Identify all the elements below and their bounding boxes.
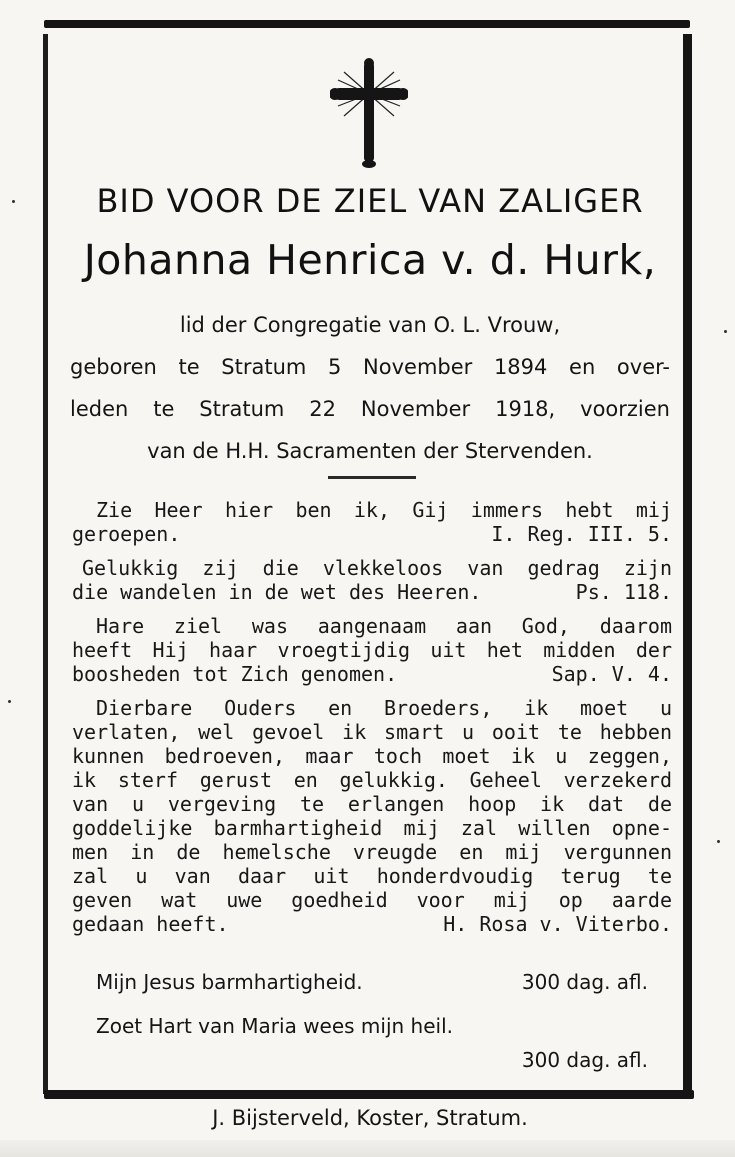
verse-paragraph (72, 614, 672, 686)
printer-footer: J. Bijsterveld, Koster, Stratum. (212, 1106, 528, 1130)
verse-line: men in de hemelsche vreugde en mij vergunnen (72, 840, 672, 864)
frame-top-rule (44, 20, 690, 28)
verse-line: Zie Heer hier ben ik, Gij immers hebt mij (96, 498, 672, 522)
verse-line: Dierbare Ouders en Broeders, ik moet u (96, 696, 672, 720)
verse-reference: Ps. 118. (575, 580, 672, 604)
verse-reference: I. Reg. III. 5. (491, 522, 672, 546)
prayer-2 (96, 1014, 648, 1072)
verse-line: kunnen bedroeven, maar toch moet ik u zeggen, (72, 744, 672, 768)
verse-reference: Sap. V. 4. (551, 662, 672, 686)
intro-line: lid der Congregatie van O. L. Vrouw, (179, 313, 561, 337)
section-divider (328, 476, 416, 479)
frame-left-rule (43, 34, 48, 1094)
cross-icon (330, 58, 408, 170)
prayer-row (96, 970, 648, 994)
verse-line: heeft Hij haar vroegtijdig uit het midden der (72, 638, 672, 662)
prayer-1 (96, 970, 648, 994)
verses-section (72, 498, 672, 944)
verse-line: goddelijke barmhartigheid mij zal willen opne- (72, 816, 672, 840)
intro-line: geboren te Stratum 5 November 1894 en over- (70, 355, 670, 379)
verse-text: boosheden tot Zich genomen. (72, 662, 398, 686)
prayer-text: Zoet Hart van Maria wees mijn heil. (96, 1014, 454, 1038)
verse-line: verlaten, wel gevoel ik smart u ooit te hebben (72, 720, 672, 744)
intro-text (70, 304, 670, 472)
card-title: BID VOOR DE ZIEL VAN ZALIGER (96, 182, 644, 220)
verse-line: Gelukkig zij die vlekkeloos van gedrag zijn (82, 556, 672, 580)
intro-line: leden te Stratum 22 November 1918, voorzien (70, 397, 670, 421)
verse-line (72, 580, 672, 604)
verse-line: geven wat uwe goedheid voor mij op aarde (72, 888, 672, 912)
verse-line (72, 662, 672, 686)
verse-text: gedaan heeft. (72, 912, 229, 936)
verse-line: ik sterf gerust en gelukkig. Geheel verzekerd (72, 768, 672, 792)
verse-text: geroepen. (72, 522, 181, 546)
deceased-name: Johanna Henrica v. d. Hurk, (83, 236, 657, 284)
paper-speck (724, 330, 727, 333)
verse-line: zal u van daar uit honderdvoudig terug te (72, 864, 672, 888)
prayer-indulgence: 300 dag. afl. (521, 970, 648, 994)
verse-line (72, 522, 672, 546)
verse-line: Hare ziel was aangenaam aan God, daarom (96, 614, 672, 638)
paper-edge (0, 1140, 735, 1157)
verse-paragraph (72, 696, 672, 936)
prayer-indulgence: 300 dag. afl. (521, 1048, 648, 1072)
verse-line (72, 912, 672, 936)
paper-speck (717, 840, 720, 843)
verse-paragraph (72, 556, 672, 604)
verse-paragraph (72, 498, 672, 546)
intro-line: van de H.H. Sacramenten der Stervenden. (147, 439, 593, 463)
paper-speck (8, 700, 11, 703)
prayer-text: Mijn Jesus barmhartigheid. (96, 970, 363, 994)
verse-line: van u vergeving te erlangen hoop ik dat de (72, 792, 672, 816)
verse-reference: H. Rosa v. Viterbo. (443, 912, 672, 936)
paper-speck (12, 200, 15, 203)
verse-text: die wandelen in de wet des Heeren. (72, 580, 482, 604)
frame-bottom-rule (44, 1090, 694, 1099)
